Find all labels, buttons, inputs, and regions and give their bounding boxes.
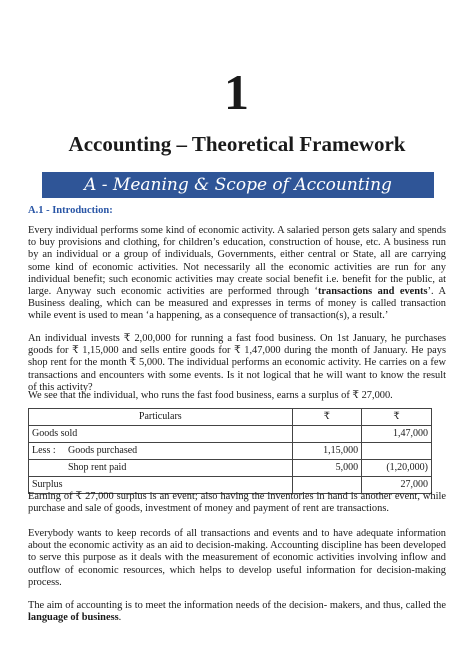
paragraph-text: . <box>118 612 122 624</box>
bold-term-language-of-business: language of business <box>28 612 119 624</box>
paragraph-records: Everybody wants to keep records of all transactions and events and to have adequate information about the economic activity as an aid to decision-making. Accounting discipline has been developed to serve this purpose as it deals with the measurement of economic activities involving inflow and outflow of economic resources, which helps to develop useful information for decision-making process. <box>28 528 446 588</box>
row-label-text: Shop rent paid <box>68 462 127 473</box>
row-label <box>29 443 293 460</box>
row-amount-2 <box>362 443 432 460</box>
table-row <box>29 443 432 460</box>
header-rupee-1: ₹ <box>292 409 362 426</box>
chapter-title: Accounting – Theoretical Framework <box>68 132 406 156</box>
row-amount-2: 27,000 <box>362 477 432 494</box>
table-row <box>29 426 432 443</box>
paragraph-surplus-intro: We see that the individual, who runs the fast food business, earns a surplus of ₹ 27,000. <box>28 390 393 401</box>
paragraph-fast-food-example: An individual invests ₹ 2,00,000 for running a fast food business. On 1st January, he purchases goods for ₹ 1,15,000 and sells entire goods for ₹ 1,47,000 during the month of January. He pays shop rent for the month ₹ 5,000. The individual performs an economic activity. He carries on a few transactions and encounters with some events. Is it not logical that he will want to know the result of this activity? <box>28 333 446 393</box>
paragraph-text: The aim of accounting is to meet the information needs of the decision- makers, and thus, called the <box>28 600 446 611</box>
row-label <box>29 426 293 443</box>
row-amount-2: (1,20,000) <box>362 460 432 477</box>
paragraph-economic-activity <box>28 225 446 323</box>
surplus-table <box>28 408 432 494</box>
header-particulars: Particulars <box>29 409 293 426</box>
paragraph-event-vs-transaction: Earning of ₹ 27,000 surplus is an event; also having the inventories in hand is another event, while purchase and sale of goods, investment of money and payment of rent are transactions. <box>28 491 446 515</box>
row-label-text: Surplus <box>32 479 63 490</box>
table-row <box>29 460 432 477</box>
subheading-introduction: A.1 - Introduction: <box>28 205 113 216</box>
less-prefix: Less : <box>32 445 56 456</box>
row-amount-1: 1,15,000 <box>292 443 362 460</box>
row-label <box>29 460 293 477</box>
paragraph-text: ’. A Business dealing, which can be measured and expresses in terms of money is called transaction while event is used to mean ‘a happening, as a consequence of transaction(s), a result.’ <box>28 286 446 322</box>
row-amount-2: 1,47,000 <box>362 426 432 443</box>
section-banner: A - Meaning & Scope of Accounting <box>42 172 434 198</box>
header-rupee-2: ₹ <box>362 409 432 426</box>
row-label-text: Goods purchased <box>68 445 138 456</box>
row-label-text: Goods sold <box>32 428 78 439</box>
bold-term-transactions-events: transactions and events <box>317 286 428 298</box>
row-amount-1: 5,000 <box>292 460 362 477</box>
table-header-row <box>29 409 432 426</box>
paragraph-text: Every individual performs some kind of economic activity. A salaried person gets salary and spends to buy provisions and clothing, for children’s education, construction of house, etc. A business run by an individual or a group of individuals, Governments, either central or State, all are carrying some kind of economic activities. Not necessarily all the economic activities are run for any individual benefit; such economic activities may create social benefit i.e. benefit for the public, at large. Anyway such economic activities are performed through ‘ <box>28 225 446 298</box>
chapter-number: 1 <box>224 64 250 120</box>
paragraph-language-of-business <box>28 600 446 624</box>
row-amount-1 <box>292 426 362 443</box>
